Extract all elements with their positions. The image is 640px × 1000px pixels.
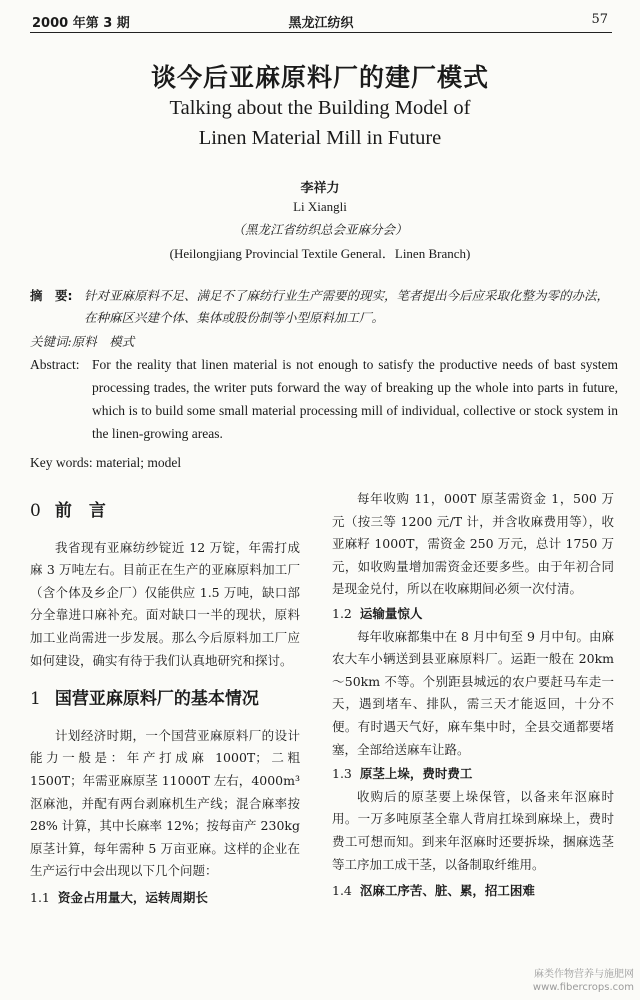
subsection-1-2-paragraph: 每年收麻都集中在 8 月中旬至 9 月中旬。由麻农大车小辆送到县亚麻原料厂。运距一般在 20km～50km 不等。个别距县城远的农户要赶马车走一天，遇到堵车、排队，需三天才能返回，十分不便。有时遇天气好，麻车集中时，全县交通都要堵塞，全部给送麻车让路。	[332, 628, 614, 757]
subsection-1-3-title: 原茎上垛，费时费工	[359, 766, 473, 782]
section-1-number: 1	[30, 689, 41, 710]
affiliation-english: (Heilongjiang Provincial Textile General．Linen Branch)	[169, 246, 471, 261]
section-0-title: 前 言	[54, 501, 106, 521]
left-column	[30, 500, 300, 910]
subsection-1-3-number: 1.3	[332, 766, 352, 782]
right-column	[332, 488, 614, 903]
running-header	[30, 8, 612, 33]
title-english-line-2: Linen Material Mill in Future	[198, 127, 442, 149]
author-english: Li Xiangli	[293, 199, 347, 214]
affiliation-chinese: （黑龙江省纺织总会亚麻分会）	[232, 222, 408, 237]
abstract-chinese	[30, 285, 620, 325]
section-1-title: 国营亚麻原料厂的基本情况	[54, 689, 259, 710]
page-number: 57	[591, 12, 608, 27]
section-0-heading	[30, 500, 300, 523]
abstract-english-label: Abstract:	[30, 357, 80, 372]
abstract-chinese-label: 摘 要:	[30, 288, 73, 303]
title-english-line-1: Talking about the Building Model of	[169, 97, 471, 119]
subsection-1-1-title: 资金占用量大，运转周期长	[57, 889, 208, 905]
subsection-1-1-heading	[30, 887, 300, 910]
subsection-1-2-heading	[332, 603, 614, 626]
abstract-english-text: For the reality that linen material is not enough to satisfy the productive needs of bast system processing trades, the writer puts forward the way of breaking up the whole into parts in future, which is to build some small material processing mill of individual, collective or stock system in the linen-growing areas.	[92, 357, 618, 441]
subsection-1-3-paragraph: 收购后的原茎要上垛保管，以备来年沤麻时用。一万多吨原茎全靠人背肩扛垛到麻垛上，费时费工可想而知。到来年沤麻时还要拆垛，捆麻选茎等工序加工成干茎，以备制取纤维用。	[332, 788, 614, 872]
author-chinese: 李祥力	[300, 181, 340, 196]
abstract-chinese-text: 针对亚麻原料不足、满足不了麻纺行业生产需要的现实，笔者提出今后应采取化整为零的办法，在种麻区兴建个体、集体或股份制等小型原料加工厂。	[84, 288, 610, 325]
watermark	[533, 968, 634, 994]
subsection-1-4-heading	[332, 880, 614, 903]
subsection-1-1-paragraph: 每年收购 11，000T 原茎需资金 1，500 万元（按三等 1200 元/T 计，并含收麻费用等），收亚麻籽 1000T，需资金 250 万元，总计 1750 万元，如收购量增加需资金还要多些。由于年初合同是现金兑付，所以在收麻期间必须一次付清。	[332, 491, 614, 597]
abstract-english	[30, 353, 620, 441]
watermark-site-name: 麻类作物营养与施肥网	[534, 969, 634, 980]
subsection-1-3-heading	[332, 763, 614, 786]
subsection-1-2-title: 运输量惊人	[359, 605, 423, 621]
section-0-paragraph: 我省现有亚麻纺纱锭近 12 万锭，年需打成麻 3 万吨左右。目前正在生产的亚麻原料加工厂（含个体及乡企厂）仅能供应 1.5 万吨，缺口部分全靠进口麻补充。面对缺口一半的现状，原料加工业尚需进一步发展。那么今后原料加工厂应如何建设，确实有待于我们认真地研究和探讨。	[30, 539, 300, 668]
subsection-1-4-title: 沤麻工序苦、脏、累，招工困难	[359, 883, 535, 899]
subsection-1-4-number: 1.4	[332, 883, 352, 899]
keywords-english: Key words: material; model	[30, 455, 182, 470]
section-1-paragraph: 计划经济时期，一个国营亚麻原料厂的设计能力一般是：年产打成麻 1000T；二粗 1500T；年需亚麻原茎 11000T 左右，4000m³ 沤麻池，并配有两台剥麻机生产线；混合麻率按 28% 计算，其中长麻率 12%；按每亩产 230kg 原茎计算，每年需种 5 万亩亚麻。这样的企业在生产运行中会出现以下几个问题：	[30, 727, 300, 879]
title-chinese: 谈今后亚麻原料厂的建厂模式	[150, 63, 489, 92]
journal-name: 黑龙江纺织	[288, 16, 354, 31]
issue-label: 2000 年第 3 期	[32, 16, 130, 31]
subsection-1-2-number: 1.2	[332, 605, 352, 621]
keywords-chinese: 关键词:原料 模式	[30, 334, 135, 349]
watermark-url: www.fibercrops.com	[532, 982, 634, 993]
section-0-number: 0	[30, 501, 41, 521]
section-1-heading	[30, 688, 300, 711]
subsection-1-1-number: 1.1	[30, 889, 50, 905]
